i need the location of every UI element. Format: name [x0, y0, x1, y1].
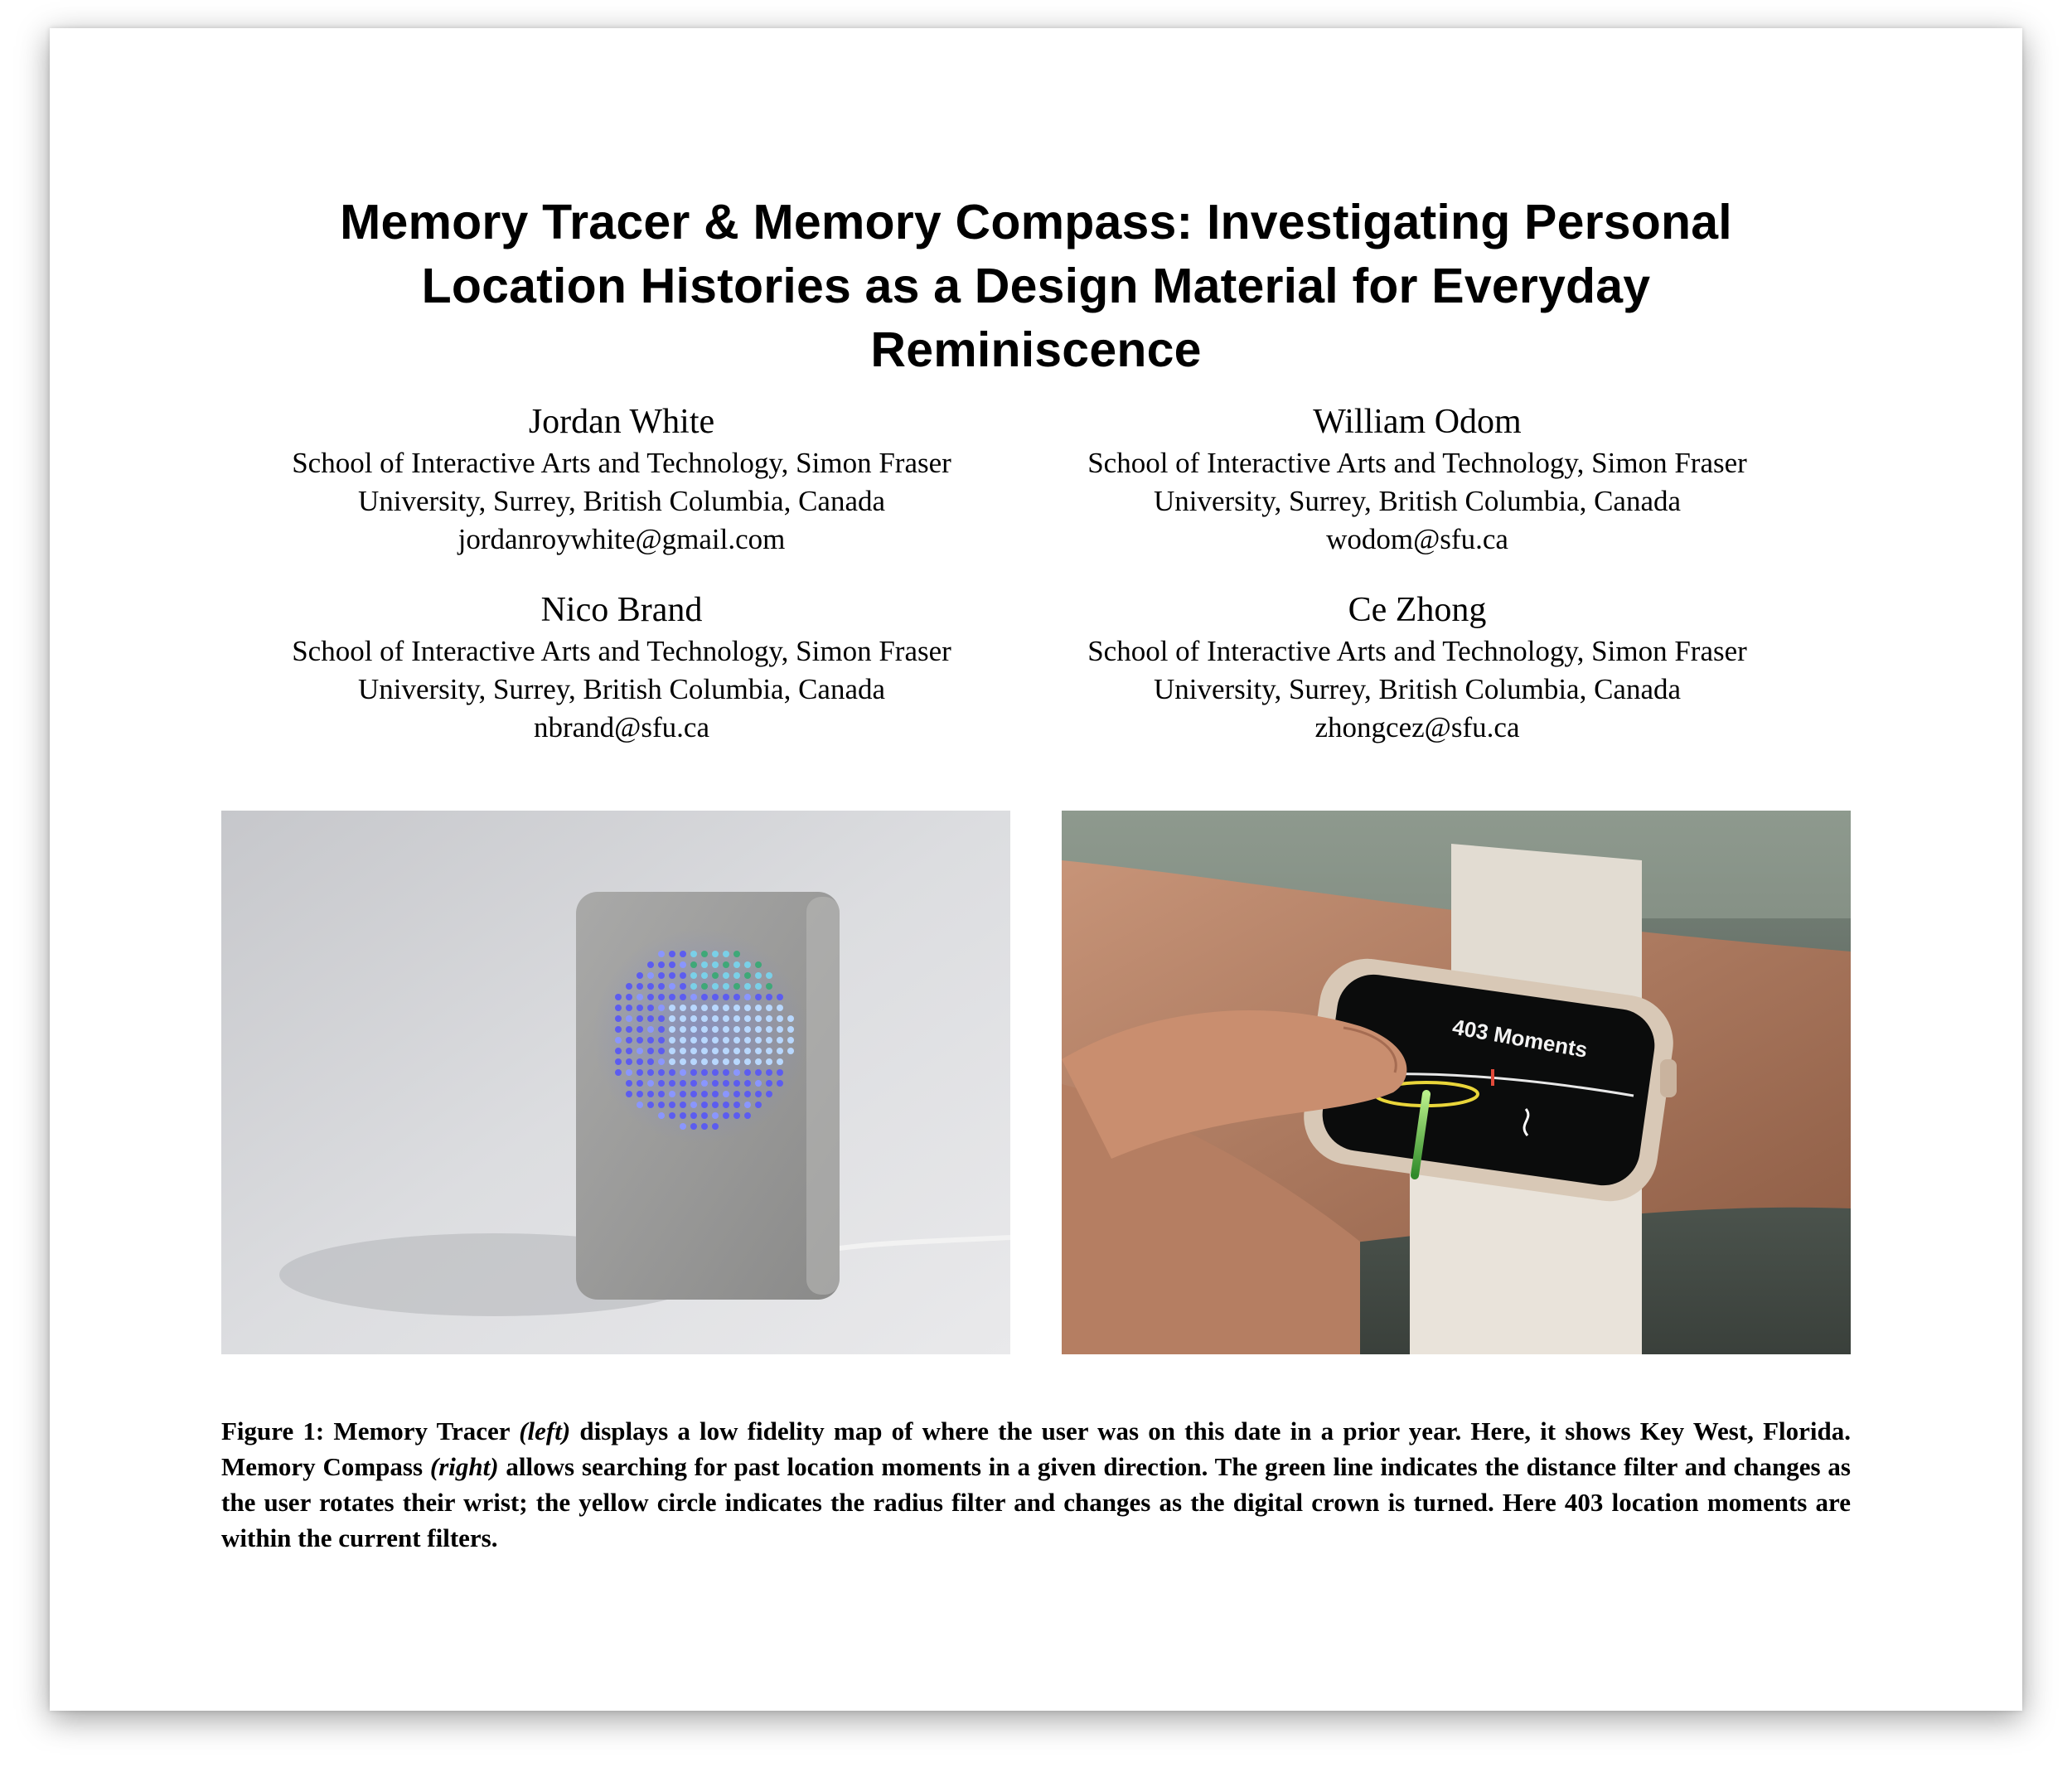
led-dot — [637, 1091, 643, 1097]
led-dot — [787, 1015, 794, 1022]
led-dot — [755, 1069, 762, 1076]
led-dot — [712, 951, 719, 957]
led-dot — [733, 983, 740, 990]
memory-compass-photo — [1062, 811, 1851, 1354]
led-dot — [669, 1112, 675, 1119]
led-dot — [744, 1058, 751, 1065]
led-dot — [626, 994, 632, 1000]
led-dot — [733, 972, 740, 979]
led-dot — [690, 1015, 697, 1022]
led-dot — [723, 1080, 729, 1087]
led-dot — [733, 1091, 740, 1097]
author-block — [224, 588, 1019, 747]
led-dot — [647, 1058, 654, 1065]
led-dot — [637, 1080, 643, 1087]
led-dot — [755, 1026, 762, 1033]
led-dot — [637, 983, 643, 990]
author-affiliation: School of Interactive Arts and Technology, Simon Fraser — [1087, 447, 1747, 479]
led-dot — [766, 1058, 772, 1065]
led-dot — [637, 1058, 643, 1065]
led-dot — [733, 961, 740, 968]
led-dot — [701, 1026, 708, 1033]
led-dot — [680, 1048, 686, 1054]
led-dot — [690, 972, 697, 979]
led-dot — [669, 1102, 675, 1108]
led-dot — [647, 1015, 654, 1022]
author-email[interactable]: nbrand@sfu.ca — [533, 711, 710, 743]
led-dot — [723, 1005, 729, 1011]
led-dot — [690, 1080, 697, 1087]
led-dot — [637, 1026, 643, 1033]
author-affiliation: University, Surrey, British Columbia, Canada — [1153, 485, 1682, 517]
led-dot — [669, 961, 675, 968]
led-dot — [658, 1091, 665, 1097]
led-dot — [744, 1048, 751, 1054]
caption-right-label: (right) — [429, 1452, 499, 1481]
led-dot — [647, 994, 654, 1000]
led-dot — [723, 1112, 729, 1119]
led-dot — [658, 972, 665, 979]
led-dot — [777, 1048, 783, 1054]
led-dot — [690, 1102, 697, 1108]
led-dot — [744, 994, 751, 1000]
led-dot — [777, 1058, 783, 1065]
caption-text: allows searching for past location moments in a given direction. The green line indicates the distance filter and changes as the user rotates their wrist; the yellow circle indicates the radius filter and changes as the digital crown is turned. Here 403 location moments are within the current filters. — [221, 1452, 1851, 1552]
led-dot — [647, 1069, 654, 1076]
led-dot — [733, 1058, 740, 1065]
led-dot — [637, 1048, 643, 1054]
led-dot — [637, 1015, 643, 1022]
led-dot — [690, 1123, 697, 1130]
led-dot — [787, 1026, 794, 1033]
led-dot — [777, 1005, 783, 1011]
led-dot — [690, 1091, 697, 1097]
led-dot — [733, 1080, 740, 1087]
author-affiliation: University, Surrey, British Columbia, Canada — [357, 485, 886, 517]
author-block — [1019, 588, 1815, 747]
led-dot — [755, 961, 762, 968]
led-dot — [733, 1026, 740, 1033]
led-dot — [766, 1080, 772, 1087]
led-dot — [766, 1091, 772, 1097]
led-dot — [755, 1080, 762, 1087]
led-dot — [658, 951, 665, 957]
led-dot — [733, 1048, 740, 1054]
led-dot — [615, 1048, 622, 1054]
led-dot — [680, 1026, 686, 1033]
figure-caption — [221, 1413, 1851, 1556]
led-dot — [680, 1102, 686, 1108]
author-email[interactable]: zhongcez@sfu.ca — [1314, 711, 1520, 743]
led-dot — [669, 983, 675, 990]
paper-page — [50, 28, 2022, 1711]
led-dot — [637, 1037, 643, 1044]
led-dot — [658, 983, 665, 990]
led-dot — [701, 961, 708, 968]
led-dot — [755, 1037, 762, 1044]
watch-moments-label: 403 Moments — [1450, 1014, 1590, 1063]
caption-text: Figure 1: Memory Tracer — [221, 1416, 520, 1445]
led-dot — [701, 1037, 708, 1044]
led-dot — [744, 1112, 751, 1119]
led-dot — [647, 983, 654, 990]
led-dot — [744, 1080, 751, 1087]
led-dot — [712, 1058, 719, 1065]
author-block — [1019, 399, 1815, 559]
led-dot — [701, 1091, 708, 1097]
led-dot — [723, 1015, 729, 1022]
led-dot — [647, 961, 654, 968]
led-dot — [626, 1026, 632, 1033]
led-dot — [755, 1048, 762, 1054]
led-dot — [733, 951, 740, 957]
led-dot — [701, 972, 708, 979]
title-line: Memory Tracer & Memory Compass: Investigating Personal — [340, 195, 1732, 249]
led-dot — [626, 1005, 632, 1011]
caption-left-label: (left) — [519, 1416, 571, 1445]
led-dot — [669, 1058, 675, 1065]
led-dot — [723, 1091, 729, 1097]
led-dot — [637, 994, 643, 1000]
led-dot — [680, 951, 686, 957]
led-dot — [647, 1091, 654, 1097]
led-dot — [777, 1026, 783, 1033]
led-dot — [701, 1015, 708, 1022]
led-dot — [658, 1037, 665, 1044]
led-dot — [787, 1037, 794, 1044]
led-dot — [712, 972, 719, 979]
led-dot — [744, 1026, 751, 1033]
led-dot — [626, 1015, 632, 1022]
author-name: Ce Zhong — [1348, 591, 1487, 629]
paper-title — [215, 191, 1857, 382]
led-dot — [647, 1005, 654, 1011]
led-dot — [777, 1080, 783, 1087]
led-dot — [766, 1026, 772, 1033]
led-dot — [690, 1048, 697, 1054]
led-dot — [712, 961, 719, 968]
author-affiliation: University, Surrey, British Columbia, Canada — [1153, 673, 1682, 705]
led-dot — [744, 1091, 751, 1097]
led-dot — [690, 1037, 697, 1044]
led-dot — [680, 1015, 686, 1022]
led-dot — [615, 1058, 622, 1065]
led-dot — [723, 983, 729, 990]
led-dot — [712, 1069, 719, 1076]
title-line: Reminiscence — [870, 322, 1202, 377]
led-dot — [680, 1058, 686, 1065]
led-dot — [690, 951, 697, 957]
led-dot — [723, 951, 729, 957]
led-dot — [701, 1005, 708, 1011]
led-dot — [712, 983, 719, 990]
led-dot — [744, 1069, 751, 1076]
led-dot — [701, 1123, 708, 1130]
led-dot — [755, 972, 762, 979]
led-dot — [744, 1005, 751, 1011]
led-dot — [701, 994, 708, 1000]
led-dot — [712, 1015, 719, 1022]
led-dot — [615, 1069, 622, 1076]
digital-crown[interactable] — [1660, 1059, 1677, 1097]
led-dot — [637, 972, 643, 979]
led-dot — [712, 1005, 719, 1011]
led-dot — [658, 1112, 665, 1119]
led-dot — [658, 1058, 665, 1065]
led-dot — [733, 1069, 740, 1076]
led-dot — [701, 1048, 708, 1054]
led-dot — [701, 1112, 708, 1119]
memory-tracer-photo — [221, 811, 1010, 1354]
caption-text: displays a low fidelity map of where the user was on this date in a prior year. Here, it shows Key West, Florida. Memory Compass — [221, 1416, 1852, 1481]
led-dot — [701, 983, 708, 990]
led-dot — [723, 1037, 729, 1044]
led-dot — [669, 1080, 675, 1087]
author-email[interactable]: wodom@sfu.ca — [1326, 523, 1508, 555]
led-dot — [647, 1026, 654, 1033]
led-dot — [626, 1048, 632, 1054]
author-name: William Odom — [1313, 403, 1522, 441]
led-dot — [755, 1015, 762, 1022]
led-dot — [615, 1015, 622, 1022]
led-dot — [777, 994, 783, 1000]
led-dot — [690, 983, 697, 990]
led-dot — [712, 1026, 719, 1033]
led-dot — [647, 972, 654, 979]
led-dot — [723, 1102, 729, 1108]
led-dot — [723, 1048, 729, 1054]
led-dot — [701, 1058, 708, 1065]
led-dot — [766, 972, 772, 979]
led-dot — [712, 1037, 719, 1044]
author-affiliation: University, Surrey, British Columbia, Canada — [357, 673, 886, 705]
led-dot — [712, 1102, 719, 1108]
led-dot — [680, 961, 686, 968]
led-dot — [755, 1091, 762, 1097]
led-dot — [690, 1058, 697, 1065]
led-dot — [755, 983, 762, 990]
led-dot — [690, 994, 697, 1000]
led-dot — [658, 961, 665, 968]
led-dot — [626, 1037, 632, 1044]
led-dot — [680, 994, 686, 1000]
led-dot — [690, 1069, 697, 1076]
led-dot — [637, 1069, 643, 1076]
led-dot — [647, 1080, 654, 1087]
led-dot — [615, 1037, 622, 1044]
led-dot — [658, 1005, 665, 1011]
led-dot — [626, 1069, 632, 1076]
led-dot — [712, 1112, 719, 1119]
led-dot — [723, 972, 729, 979]
led-dot — [744, 961, 751, 968]
led-dot — [701, 1080, 708, 1087]
led-dot — [766, 1005, 772, 1011]
led-dot — [777, 1015, 783, 1022]
led-dot — [733, 1112, 740, 1119]
led-dot — [680, 1037, 686, 1044]
led-dot — [658, 1080, 665, 1087]
led-dot — [626, 983, 632, 990]
led-dot — [669, 1048, 675, 1054]
led-dot — [744, 1015, 751, 1022]
led-dot — [680, 972, 686, 979]
led-dot — [680, 1091, 686, 1097]
author-name: Jordan White — [528, 403, 715, 441]
author-affiliation: School of Interactive Arts and Technology, Simon Fraser — [292, 635, 951, 667]
led-dot — [658, 1102, 665, 1108]
led-dot — [615, 1026, 622, 1033]
led-dot — [669, 1037, 675, 1044]
led-dot — [712, 1091, 719, 1097]
author-affiliation: School of Interactive Arts and Technology, Simon Fraser — [292, 447, 951, 479]
led-dot — [680, 1005, 686, 1011]
led-dot — [669, 972, 675, 979]
led-dot — [669, 1091, 675, 1097]
author-name: Nico Brand — [540, 591, 703, 629]
led-dot — [680, 1112, 686, 1119]
led-dot — [680, 1123, 686, 1130]
led-dot — [701, 1102, 708, 1108]
led-dot — [755, 1005, 762, 1011]
led-dot — [712, 1048, 719, 1054]
led-dot — [669, 1069, 675, 1076]
led-dot — [690, 961, 697, 968]
led-dot — [766, 1048, 772, 1054]
led-dot — [658, 1026, 665, 1033]
led-dot — [669, 1026, 675, 1033]
led-dot — [690, 1112, 697, 1119]
led-dot — [744, 1102, 751, 1108]
led-dot — [766, 1037, 772, 1044]
led-dot — [733, 1037, 740, 1044]
led-dot — [723, 994, 729, 1000]
led-dot — [647, 1037, 654, 1044]
led-dot — [733, 1005, 740, 1011]
led-dot — [723, 1058, 729, 1065]
led-dot — [755, 994, 762, 1000]
led-dot — [669, 994, 675, 1000]
led-dot — [723, 961, 729, 968]
led-dot — [733, 1015, 740, 1022]
led-dot — [744, 972, 751, 979]
led-dot — [626, 1091, 632, 1097]
led-dot — [615, 994, 622, 1000]
led-dot — [647, 1048, 654, 1054]
led-dot — [680, 1080, 686, 1087]
led-dot — [755, 1058, 762, 1065]
led-dot — [712, 1080, 719, 1087]
led-dot — [626, 1080, 632, 1087]
led-dot — [669, 951, 675, 957]
led-dot — [690, 1026, 697, 1033]
title-line: Location Histories as a Design Material for Everyday — [421, 259, 1651, 313]
led-dot — [637, 1102, 643, 1108]
led-dot — [680, 983, 686, 990]
led-dot — [615, 1005, 622, 1011]
author-block — [224, 399, 1019, 559]
led-dot — [647, 1102, 654, 1108]
led-dot — [777, 1069, 783, 1076]
led-dot — [733, 1102, 740, 1108]
led-dot — [766, 983, 772, 990]
led-dot — [669, 1015, 675, 1022]
led-dot — [733, 994, 740, 1000]
author-affiliation: School of Interactive Arts and Technology, Simon Fraser — [1087, 635, 1747, 667]
led-dot — [787, 1048, 794, 1054]
led-dot — [690, 1005, 697, 1011]
led-dot — [669, 1005, 675, 1011]
led-dot — [766, 994, 772, 1000]
author-email[interactable]: jordanroywhite@gmail.com — [457, 523, 786, 555]
led-dot — [658, 1069, 665, 1076]
led-dot — [637, 1005, 643, 1011]
led-dot — [712, 1123, 719, 1130]
led-dot — [744, 983, 751, 990]
led-dot — [701, 1069, 708, 1076]
led-dot — [712, 994, 719, 1000]
led-dot — [626, 1058, 632, 1065]
led-dot — [658, 994, 665, 1000]
led-dot — [766, 1015, 772, 1022]
led-dot — [680, 1069, 686, 1076]
led-dot — [723, 1069, 729, 1076]
led-dot — [658, 1015, 665, 1022]
led-dot — [744, 1037, 751, 1044]
led-dot — [777, 1037, 783, 1044]
led-dot — [766, 1069, 772, 1076]
led-dot — [658, 1048, 665, 1054]
led-dot — [701, 951, 708, 957]
led-dot — [755, 1102, 762, 1108]
led-dot — [723, 1026, 729, 1033]
